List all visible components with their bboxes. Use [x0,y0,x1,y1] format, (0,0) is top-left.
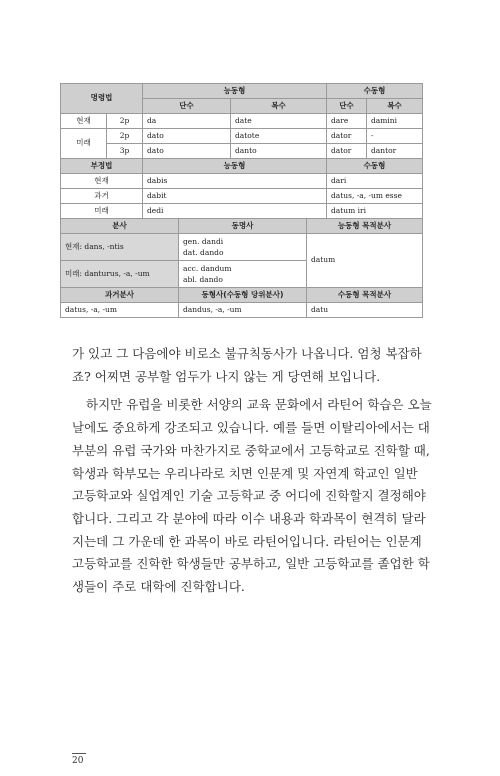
past-participle: datus, -a, -um [61,303,179,318]
tense-label: 과거 [61,189,143,204]
passive-singular-header: 단수 [327,99,367,114]
text-line: 죠? 어찌면 공부할 엄두가 나지 않는 게 당연해 보입니다. [72,368,381,384]
present-participle: 현재: dans, -ntis [61,234,179,261]
supine-passive-header: 수동형 목적분사 [307,288,423,303]
gerund-ablative: abl. dando [183,275,223,284]
text-line: 생들이 주로 대학에 진학합니다. [72,579,245,595]
table-cell: danto [231,144,327,159]
table-cell: datus, -a, -um esse [327,189,423,204]
text-line: 합니다. 그리고 각 분야에 따라 이수 내용과 학과목이 현격히 달라 [72,510,426,526]
person-cell: 2p [107,129,143,144]
body-text [72,343,432,599]
table-cell: dare [327,114,367,129]
text-line: 지는데 그 가운데 한 과목이 바로 라틴어입니다. 라틴어는 인문계 [72,533,422,549]
paragraph [72,394,432,598]
gerund-accusative: acc. dandum [183,264,232,273]
gerund-genitive: gen. dandi [183,237,224,246]
person-cell: 2p [107,114,143,129]
gerund-forms-top [179,234,307,261]
active-plural-header: 복수 [231,99,327,114]
text-line: 부분의 유럽 국가와 마찬가지로 중학교에서 고등학교로 진학할 때, [72,442,430,458]
gerund-dative: dat. dando [183,248,224,257]
supine-active-header: 능동형 목적분사 [307,219,423,234]
table-cell: dato [143,129,231,144]
imperative-passive-header: 수동형 [327,84,423,99]
table-cell: dator [327,129,367,144]
page-number: 20 [72,756,84,766]
table-cell: dedi [143,204,327,219]
text-line: 고등학교와 실업계인 기술 고등학교 중 어디에 진학할지 결정해야 [72,488,426,504]
table-cell: datum iri [327,204,423,219]
table-cell: - [367,129,423,144]
table-cell: dantor [367,144,423,159]
imperative-header: 명령법 [61,84,143,114]
tense-future: 미래 [61,129,107,159]
gerund-forms-bottom [179,261,307,288]
text-line: 학생과 학부모는 우리나라로 치면 인문계 및 자연계 학교인 일반 [72,465,418,481]
table-cell: dator [327,144,367,159]
tense-present: 현재 [61,114,107,129]
text-line: 하지만 유럽을 비롯한 서양의 교육 문화에서 라틴어 학습은 오늘 [86,397,432,413]
text-line: 고등학교를 진학한 학생들만 공부하고, 일반 고등학교를 졸업한 학 [72,556,430,572]
text-line: 가 있고 그 다음에야 비로소 불규칙동사가 나옵니다. 엄청 복잡하 [72,346,422,361]
table-cell: datote [231,129,327,144]
footer-rule [72,753,86,754]
passive-plural-header: 복수 [367,99,423,114]
table-cell: damini [367,114,423,129]
past-participle-header: 과거분사 [61,288,179,303]
tense-label: 미래 [61,204,143,219]
supine-active: datum [307,234,423,288]
text-line: 날에도 중요하게 강조되고 있습니다. 예를 들면 이탈리아에서는 대 [72,420,430,436]
gerundive: dandus, -a, -um [179,303,307,318]
table-cell: dari [327,174,423,189]
table-cell: da [143,114,231,129]
supine-passive: datu [307,303,423,318]
tense-label: 현재 [61,174,143,189]
gerund-header: 동명사 [179,219,307,234]
table-cell: date [231,114,327,129]
infinitive-passive-header: 수동형 [327,159,423,174]
gerundive-header: 동형사(수동형 당위분사) [179,288,307,303]
infinitive-active-header: 능동형 [143,159,327,174]
table-cell: dabit [143,189,327,204]
imperative-active-header: 능동형 [143,84,327,99]
future-participle: 미래: danturus, -a, -um [61,261,179,288]
participle-header: 분사 [61,219,179,234]
table-cell: dabis [143,174,327,189]
infinitive-header: 부정법 [61,159,143,174]
paragraph [72,343,432,388]
latin-conjugation-table [60,83,423,318]
table-cell: dato [143,144,231,159]
person-cell: 3p [107,144,143,159]
active-singular-header: 단수 [143,99,231,114]
